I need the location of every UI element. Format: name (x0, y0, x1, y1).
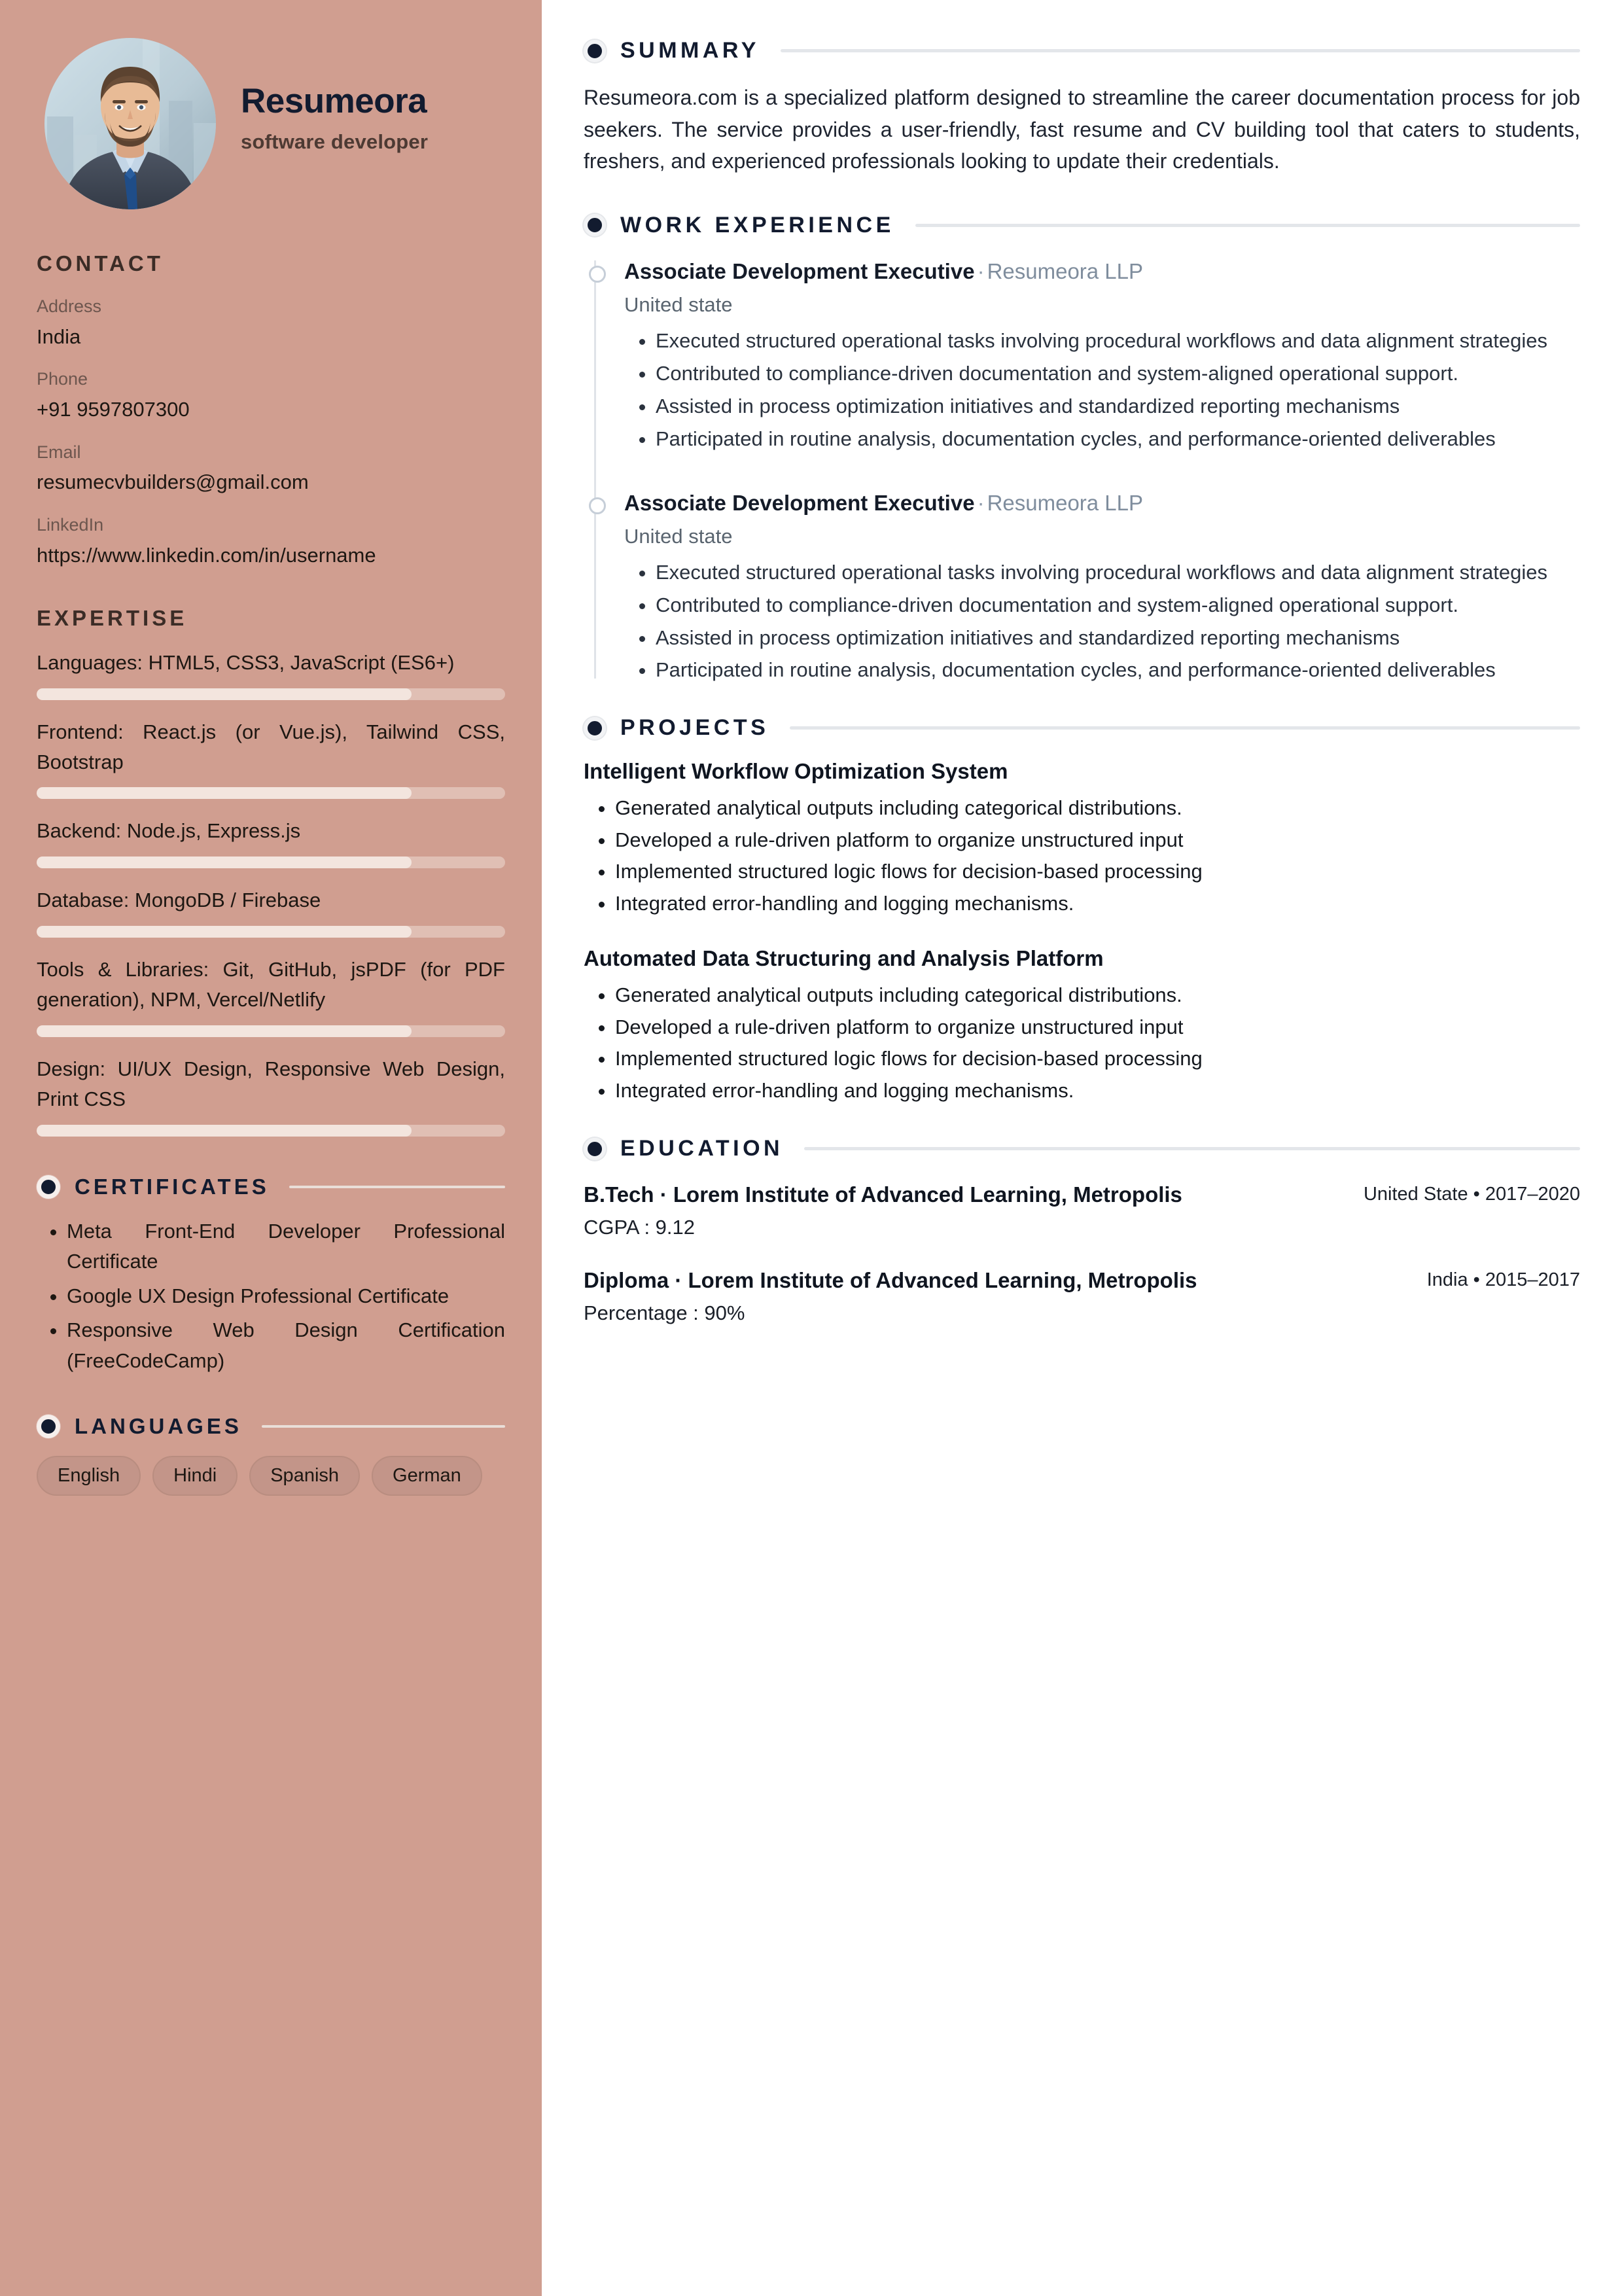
bullet-dot-icon (584, 717, 606, 739)
work-experience-item (624, 488, 1580, 686)
certificates-section (37, 1174, 505, 1377)
education-meta: United State • 2017–2020 (1363, 1184, 1580, 1205)
contact-heading: CONTACT (37, 251, 164, 275)
job-title: Associate Development Executive (624, 490, 975, 515)
skill-item (37, 717, 505, 800)
projects-heading-label: PROJECTS (620, 715, 769, 741)
contact-field-value: https://www.linkedin.com/in/username (37, 543, 376, 567)
job-title-row (624, 256, 1580, 287)
education-heading (584, 1136, 1580, 1161)
job-company: Resumeora LLP (987, 258, 1144, 283)
work-experience-heading-label: WORK EXPERIENCE (620, 212, 894, 238)
contact-section (37, 251, 505, 571)
education-head (584, 1265, 1580, 1296)
contact-field-label: Address (37, 296, 102, 316)
certificates-list (37, 1216, 505, 1377)
skill-bar-track (37, 787, 505, 799)
skill-item (37, 648, 505, 700)
project-bullet: • Developed a rule-driven platform to organize unstructured input (615, 1012, 1580, 1043)
education-degree: B.Tech · Lorem Institute of Advanced Learning, Metropolis (584, 1182, 1182, 1207)
expertise-list (37, 648, 505, 1137)
work-experience-section (584, 213, 1580, 685)
bullet-dot-icon (37, 1175, 60, 1199)
contact-field-value: +91 9597807300 (37, 397, 190, 421)
bullet-dot-icon (584, 214, 606, 236)
job-separator: · (977, 258, 985, 283)
language-pill[interactable]: English (37, 1456, 141, 1496)
skill-label: Tools & Libraries: Git, GitHub, jsPDF (for PDF generation), NPM, Vercel/Netlify (37, 958, 505, 1011)
profile-photo-icon (44, 38, 216, 209)
job-title: Associate Development Executive (624, 258, 975, 283)
languages-heading (37, 1414, 505, 1439)
job-location: United state (624, 524, 733, 548)
languages-heading-label: LANGUAGES (75, 1414, 242, 1439)
education-meta: India • 2015–2017 (1426, 1269, 1580, 1291)
education-score: Percentage : 90% (584, 1301, 745, 1324)
language-pill[interactable]: Spanish (249, 1456, 360, 1496)
skill-label: Database: MongoDB / Firebase (37, 889, 321, 912)
project-item (584, 759, 1580, 919)
contact-field-label: LinkedIn (37, 515, 104, 535)
job-title-row (624, 488, 1580, 518)
skill-item (37, 885, 505, 938)
project-bullet: • Generated analytical outputs including categorical distributions. (615, 793, 1580, 824)
education-heading-label: EDUCATION (620, 1136, 784, 1161)
language-pill[interactable]: Hindi (152, 1456, 238, 1496)
skill-label: Languages: HTML5, CSS3, JavaScript (ES6+) (37, 650, 455, 674)
contact-field-label: Phone (37, 369, 88, 389)
job-bullet-list (624, 557, 1580, 686)
contact-field-label: Email (37, 442, 81, 462)
job-company: Resumeora LLP (987, 490, 1144, 515)
project-bullet: • Implemented structured logic flows for decision-based processing (615, 857, 1580, 887)
project-bullet: • Generated analytical outputs including categorical distributions. (615, 980, 1580, 1011)
expertise-section (37, 606, 505, 1137)
job-bullet: • Executed structured operational tasks involving procedural workflows and data alignment strategies (656, 557, 1580, 588)
skill-bar-track (37, 926, 505, 938)
certificate-item: • Google UX Design Professional Certificate (67, 1281, 505, 1312)
heading-rule (289, 1186, 505, 1188)
language-pill[interactable]: German (372, 1456, 482, 1496)
project-bullet: • Implemented structured logic flows for decision-based processing (615, 1044, 1580, 1074)
summary-heading (584, 38, 1580, 63)
skill-bar-track (37, 1125, 505, 1137)
skill-bar-track (37, 1025, 505, 1037)
summary-text: Resumeora.com is a specialized platform designed to streamline the career documentation process for job seekers. The service provides a user-friendly, fast resume and CV building tool that caters to students, freshers, and experienced professionals looking to update their credentials. (584, 86, 1580, 173)
projects-heading (584, 715, 1580, 741)
skill-label: Frontend: React.js (or Vue.js), Tailwind CSS, Bootstrap (37, 720, 505, 773)
contact-field (37, 366, 505, 424)
expertise-heading: EXPERTISE (37, 605, 188, 630)
job-bullet: • Executed structured operational tasks involving procedural workflows and data alignment strategies (656, 326, 1580, 356)
job-bullet: • Contributed to compliance-driven documentation and system-aligned operational support. (656, 359, 1580, 389)
education-degree: Diploma · Lorem Institute of Advanced Learning, Metropolis (584, 1268, 1197, 1293)
certificates-heading (37, 1174, 505, 1199)
certificate-item: • Meta Front-End Developer Professional Certificate (67, 1216, 505, 1277)
bullet-dot-icon (584, 1138, 606, 1160)
skill-bar-fill (37, 926, 412, 938)
project-bullet-list (584, 793, 1580, 919)
education-item (584, 1180, 1580, 1239)
job-location: United state (624, 293, 733, 317)
skill-label: Backend: Node.js, Express.js (37, 819, 301, 843)
skill-bar-fill (37, 1125, 412, 1137)
skill-item (37, 816, 505, 868)
heading-rule (915, 224, 1580, 227)
job-bullet: • Participated in routine analysis, documentation cycles, and performance-oriented deliverables (656, 655, 1580, 685)
project-item (584, 946, 1580, 1106)
work-experience-heading (584, 213, 1580, 238)
education-item (584, 1265, 1580, 1325)
main-content (542, 0, 1622, 2296)
project-title: Intelligent Workflow Optimization System (584, 759, 1008, 784)
project-bullet: • Developed a rule-driven platform to organize unstructured input (615, 825, 1580, 856)
work-experience-item (624, 256, 1580, 454)
language-pill-list (37, 1456, 495, 1496)
skill-label: Design: UI/UX Design, Responsive Web Design, Print CSS (37, 1057, 505, 1110)
profile-header (37, 0, 505, 216)
project-bullet: • Integrated error-handling and logging mechanisms. (615, 889, 1580, 919)
heading-rule (804, 1147, 1580, 1150)
contact-field (37, 512, 505, 570)
brand-block (241, 82, 428, 166)
certificate-item: • Responsive Web Design Certification (FreeCodeCamp) (67, 1315, 505, 1376)
project-list (584, 759, 1580, 1106)
skill-item (37, 1054, 505, 1137)
sidebar (0, 0, 542, 2296)
job-separator: · (977, 490, 985, 515)
brand-role: software developer (241, 130, 429, 154)
brand-name: Resumeora (241, 81, 427, 120)
education-section (584, 1136, 1580, 1325)
job-bullet-list (624, 326, 1580, 454)
skill-bar-track (37, 688, 505, 700)
project-bullet: • Integrated error-handling and logging mechanisms. (615, 1076, 1580, 1106)
bullet-dot-icon (37, 1415, 60, 1438)
projects-section (584, 715, 1580, 1106)
contact-field (37, 439, 505, 497)
job-bullet: • Assisted in process optimization initiatives and standardized reporting mechanisms (656, 623, 1580, 653)
languages-section (37, 1414, 505, 1496)
education-list (584, 1180, 1580, 1325)
summary-heading-label: SUMMARY (620, 38, 760, 63)
skill-bar-fill (37, 688, 412, 700)
work-timeline (584, 256, 1580, 685)
job-bullet: • Assisted in process optimization initiatives and standardized reporting mechanisms (656, 391, 1580, 421)
heading-rule (790, 726, 1580, 730)
skill-bar-fill (37, 1025, 412, 1037)
contact-field-value: India (37, 325, 81, 348)
education-score: CGPA : 9.12 (584, 1216, 696, 1239)
heading-rule (262, 1425, 505, 1428)
contact-field (37, 293, 505, 351)
skill-item (37, 955, 505, 1037)
education-head (584, 1180, 1580, 1210)
contact-field-list (37, 293, 505, 571)
job-bullet: • Participated in routine analysis, documentation cycles, and performance-oriented deliverables (656, 424, 1580, 454)
avatar (44, 38, 216, 209)
skill-bar-fill (37, 857, 412, 868)
contact-field-value: resumecvbuilders@gmail.com (37, 470, 309, 494)
job-bullet: • Contributed to compliance-driven documentation and system-aligned operational support. (656, 590, 1580, 620)
skill-bar-fill (37, 787, 412, 799)
skill-bar-track (37, 857, 505, 868)
project-title: Automated Data Structuring and Analysis Platform (584, 946, 1104, 971)
bullet-dot-icon (584, 40, 606, 62)
summary-section (584, 38, 1580, 177)
project-bullet-list (584, 980, 1580, 1106)
heading-rule (781, 49, 1580, 52)
certificates-heading-label: CERTIFICATES (75, 1174, 270, 1199)
